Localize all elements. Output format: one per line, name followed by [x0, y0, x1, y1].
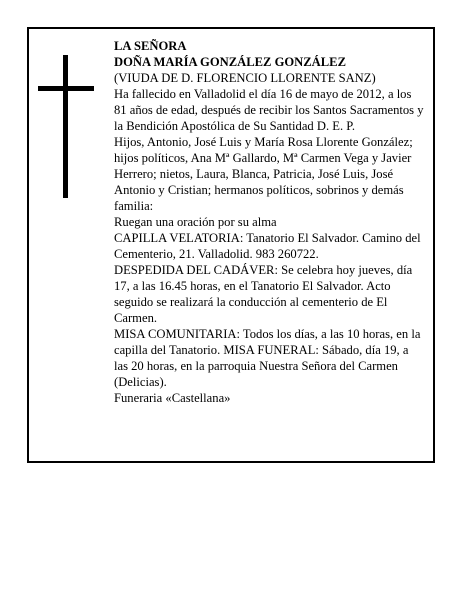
notice-text	[114, 38, 424, 406]
widow-line: (VIUDA DE D. FLORENCIO LLORENTE SANZ)	[114, 71, 376, 85]
cross-icon	[38, 55, 94, 198]
cross-vertical-bar	[63, 55, 68, 198]
notice-title: LA SEÑORA	[114, 39, 187, 53]
death-announcement: Ha fallecido en Valladolid el día 16 de mayo de 2012, a los 81 años de edad, después de recibir los Santos Sacramentos y la Bendición Apostólica de Su Santidad D. E. P.	[114, 87, 424, 133]
chapel-info: CAPILLA VELATORIA: Tanatorio El Salvador. Camino del Cementerio, 21. Valladolid. 983 260722.	[114, 231, 421, 261]
funeral-home: Funeraria «Castellana»	[114, 391, 231, 405]
family-list: Hijos, Antonio, José Luis y María Rosa Llorente González; hijos políticos, Ana Mª Gallardo, Mª Carmen Vega y Javier Herrero; nietos, Laura, Blanca, Patricia, José Luis, José Antonio y Cristian; hermanos políticos, sobrinos y demás familia:	[114, 135, 413, 213]
farewell-info: DESPEDIDA DEL CADÁVER: Se celebra hoy jueves, día 17, a las 16.45 horas, en el Tanatorio El Salvador. Acto seguido se realizará la conducción al cementerio de El Carmen.	[114, 263, 413, 325]
mass-info: MISA COMUNITARIA: Todos los días, a las 10 horas, en la capilla del Tanatorio. MISA FUNERAL: Sábado, día 19, a las 20 horas, en la parroquia Nuestra Señora del Carmen (Delicias).	[114, 327, 421, 389]
prayer-request: Ruegan una oración por su alma	[114, 215, 277, 229]
cross-horizontal-bar	[38, 86, 94, 91]
deceased-name: DOÑA MARÍA GONZÁLEZ GONZÁLEZ	[114, 55, 346, 69]
